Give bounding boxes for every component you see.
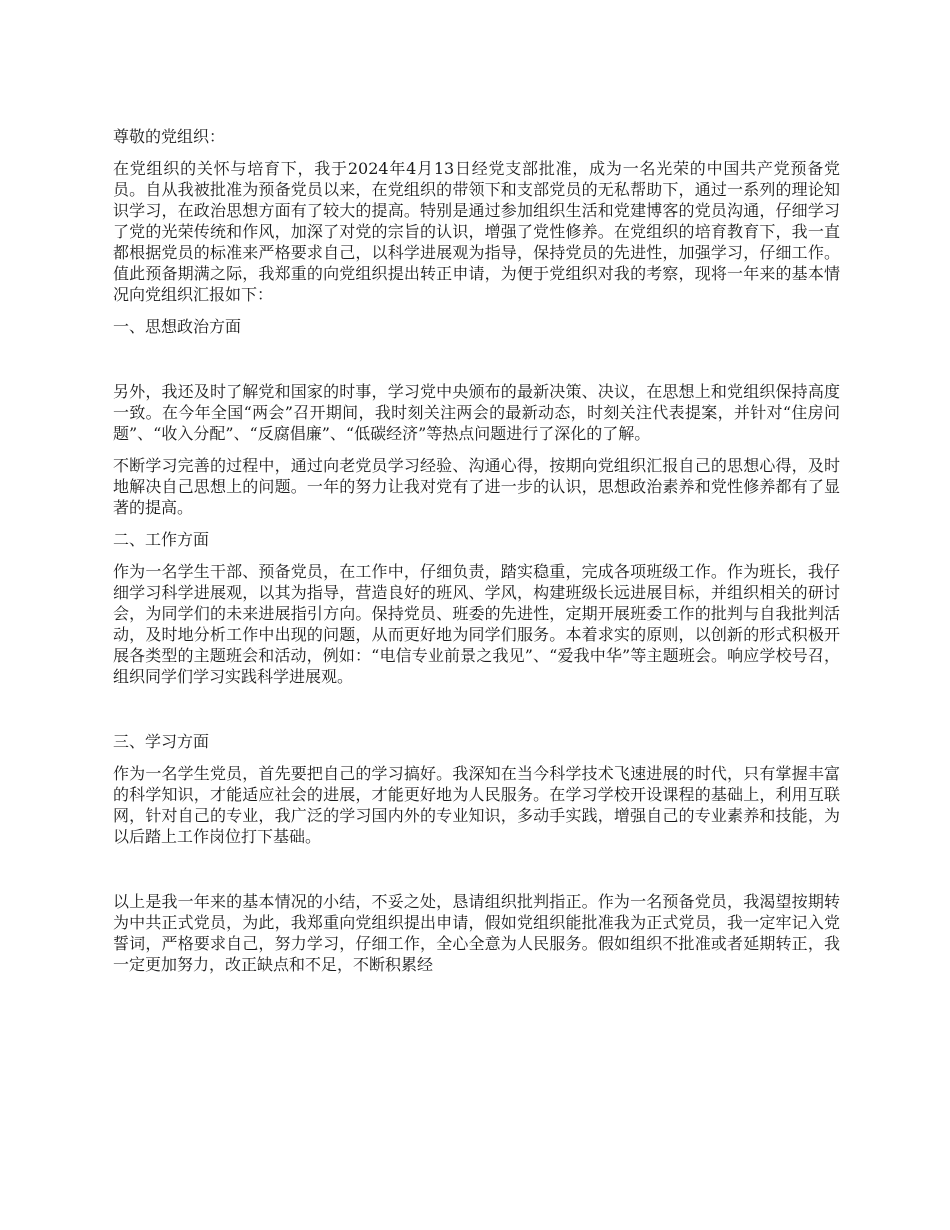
paragraph-closing: 以上是我一年来的基本情况的小结，不妥之处，恳请组织批判指正。作为一名预备党员，我渴望按期转为中共正式党员，为此，我郑重向党组织提出申请，假如党组织能批准我为正式党员，我一定牢记入党誓词，严格要求自己，努力学习，仔细工作，全心全意为人民服务。假如组织不批准或者延期转正，我一定更加努力，改正缺点和不足，不断积累经 xyxy=(113,892,840,974)
section-heading-work: 二、工作方面 xyxy=(113,530,210,549)
section-heading-ideology: 一、思想政治方面 xyxy=(113,317,242,336)
paragraph-continuous-learning: 不断学习完善的过程中，通过向老党员学习经验、沟通心得，按期向党组织汇报自己的思想心得，及时地解决自己思想上的问题。一年的努力让我对党有了进一步的认识，思想政治素养和党性修养都有了显著的提高。 xyxy=(113,456,840,517)
paragraph-work: 作为一名学生干部、预备党员，在工作中，仔细负责，踏实稳重，完成各项班级工作。作为班长，我仔细学习科学进展观，以其为指导，营造良好的班风、学风，构建班级长远进展目标，并组织相关的研讨会，为同学们的未来进展指引方向。保持党员、班委的先进性，定期开展班委工作的批判与自我批判活动，及时地分析工作中出现的问题，从而更好地为同学们服务。本着求实的原则，以创新的形式积极开展各类型的主题班会和活动，例如：“电信专业前景之我见”、“爱我中华”等主题班会。响应学校号召，组织同学们学习实践科学进展观。 xyxy=(113,562,840,686)
letter-body xyxy=(113,120,840,975)
section-heading-study: 三、学习方面 xyxy=(113,732,210,751)
paragraph-current-affairs: 另外，我还及时了解党和国家的时事，学习党中央颁布的最新决策、决议，在思想上和党组织保持高度一致。在今年全国“两会”召开期间，我时刻关注两会的最新动态，时刻关注代表提案，并针对“住房问题”、“收入分配”、“反腐倡廉”、“低碳经济”等热点问题进行了深化的了解。 xyxy=(113,382,840,443)
intro-paragraph: 在党组织的关怀与培育下，我于2024年4月13日经党支部批准，成为一名光荣的中国共产党预备党员。自从我被批准为预备党员以来，在党组织的带领下和支部党员的无私帮助下，通过一系列的理论知识学习，在政治思想方面有了较大的提高。特别是通过参加组织生活和党建博客的党员沟通，仔细学习了党的光荣传统和作风，加深了对党的宗旨的认识，增强了党性修养。在党组织的培育教育下，我一直都根据党员的标准来严格要求自己，以科学进展观为指导，保持党员的先进性，加强学习，仔细工作。值此预备期满之际，我郑重的向党组织提出转正申请，为便于党组织对我的考察，现将一年来的基本情况向党组织汇报如下： xyxy=(113,159,840,304)
paragraph-study: 作为一名学生党员，首先要把自己的学习搞好。我深知在当今科学技术飞速进展的时代，只有掌握丰富的科学知识，才能适应社会的进展，才能更好地为人民服务。在学习学校开设课程的基础上，利用互联网，针对自己的专业，我广泛的学习国内外的专业知识，多动手实践，增强自己的专业素养和技能，为以后踏上工作岗位打下基础。 xyxy=(113,764,840,846)
salutation: 尊敬的党组织： xyxy=(113,127,226,146)
